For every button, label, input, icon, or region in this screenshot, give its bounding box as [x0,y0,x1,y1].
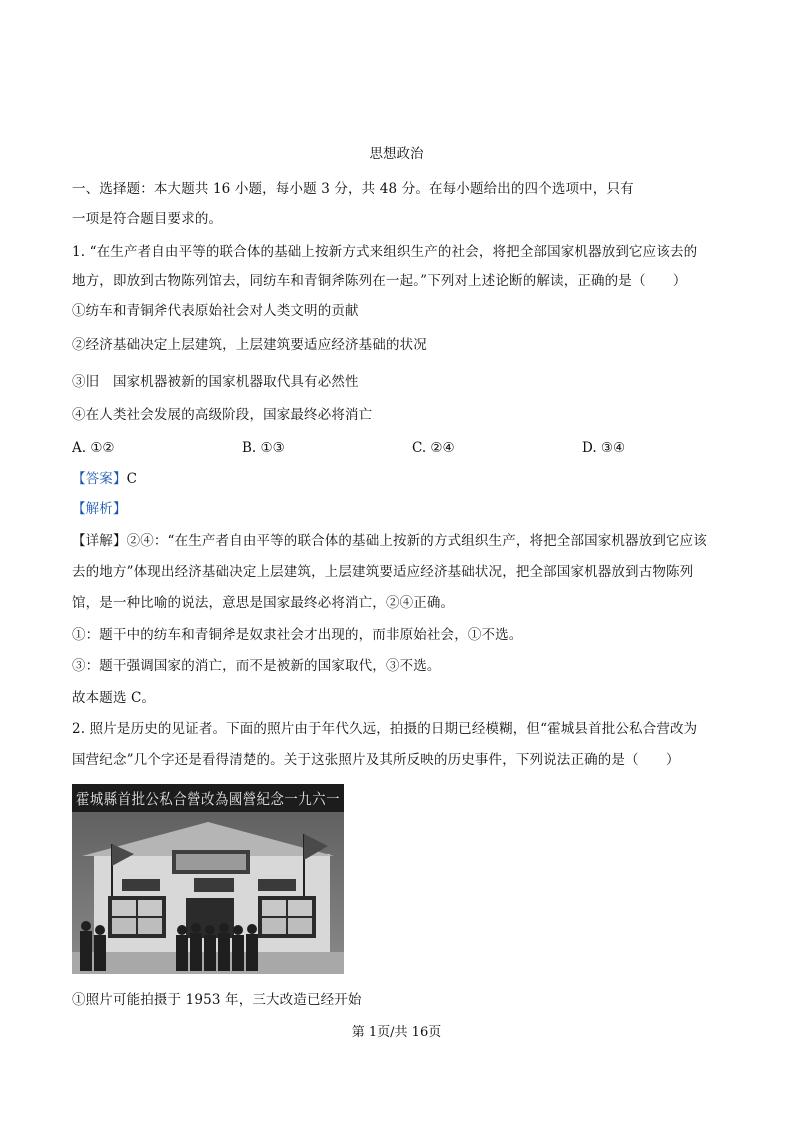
answer-value: C [126,471,138,487]
q1-analysis-tag [72,500,127,518]
q1-stem-line-2: 地方，即放到古物陈列馆去，同纺车和青铜斧陈列在一起。”下列对上述论断的解读，正确的是（ ） [72,273,687,289]
q1-conclusion: 故本题选 C。 [72,690,156,706]
q1-detail-line-3: 馆，是一种比喻的说法，意思是国家最终必将消亡，②④正确。 [72,595,455,611]
q1-answer [72,470,137,488]
q1-stem-line-1: 1. “在生产者自由平等的联合体的基础上按新方式来组织生产的社会，将把全部国家机器放到它应该去的 [72,244,698,260]
q1-choice-c: C. ②④ [412,440,455,456]
q1-option-4: ④在人类社会发展的高级阶段，国家最终必将消亡 [72,407,373,423]
q2-option-1: ①照片可能拍摄于 1953 年，三大改造已经开始 [72,992,362,1008]
q1-detail-line-1 [72,532,707,550]
q1-option-3: ③旧 国家机器被新的国家机器取代具有必然性 [72,374,359,390]
analysis-tag: 【解析】 [72,501,127,517]
q1-choice-d: D. ③④ [582,440,626,456]
q1-detail-line-2: 去的地方”体现出经济基础决定上层建筑，上层建筑要适应经济基础状况，把全部国家机器放到古物陈列 [72,564,694,580]
q2-stem-line-1: 2. 照片是历史的见证者。下面的照片由于年代久远，拍摄的日期已经模糊，但“霍城县首批公私合营改为 [72,721,698,737]
historical-photo-image [72,784,344,974]
section-header-line-2: 一项是符合题目要求的。 [72,211,223,227]
q1-detail-line-5: ③：题干强调国家的消亡，而不是被新的国家取代，③不选。 [72,658,441,674]
q2-stem-line-2: 国营纪念”几个字还是看得清楚的。关于这张照片及其所反映的历史事件，下列说法正确的是（ ） [72,752,680,768]
q1-choice-a: A. ①② [72,440,115,456]
detail-text-1: ②④：“在生产者自由平等的联合体的基础上按新的方式组织生产，将把全部国家机器放到它应该 [126,533,707,549]
page-footer: 第 1页/共 16页 [351,1025,442,1040]
answer-tag: 【答案】 [72,471,127,487]
photo-caption: 霍城縣首批公私合營改為國營紀念一九六一 [76,790,340,808]
q1-choice-b: B. ①③ [242,440,285,456]
q1-option-1: ①纺车和青铜斧代表原始社会对人类文明的贡献 [72,303,359,319]
detail-tag: 【详解】 [72,533,127,549]
section-header-line-1: 一、选择题：本大题共 16 小题，每小题 3 分，共 48 分。在每小题给出的四个选项中，只有 [72,181,634,197]
q1-detail-line-4: ①：题干中的纺车和青铜斧是奴隶社会才出现的，而非原始社会，①不选。 [72,627,523,643]
q1-option-2: ②经济基础决定上层建筑，上层建筑要适应经济基础的状况 [72,337,427,353]
page-title: 思想政治 [369,146,424,162]
historical-photo [72,784,344,974]
